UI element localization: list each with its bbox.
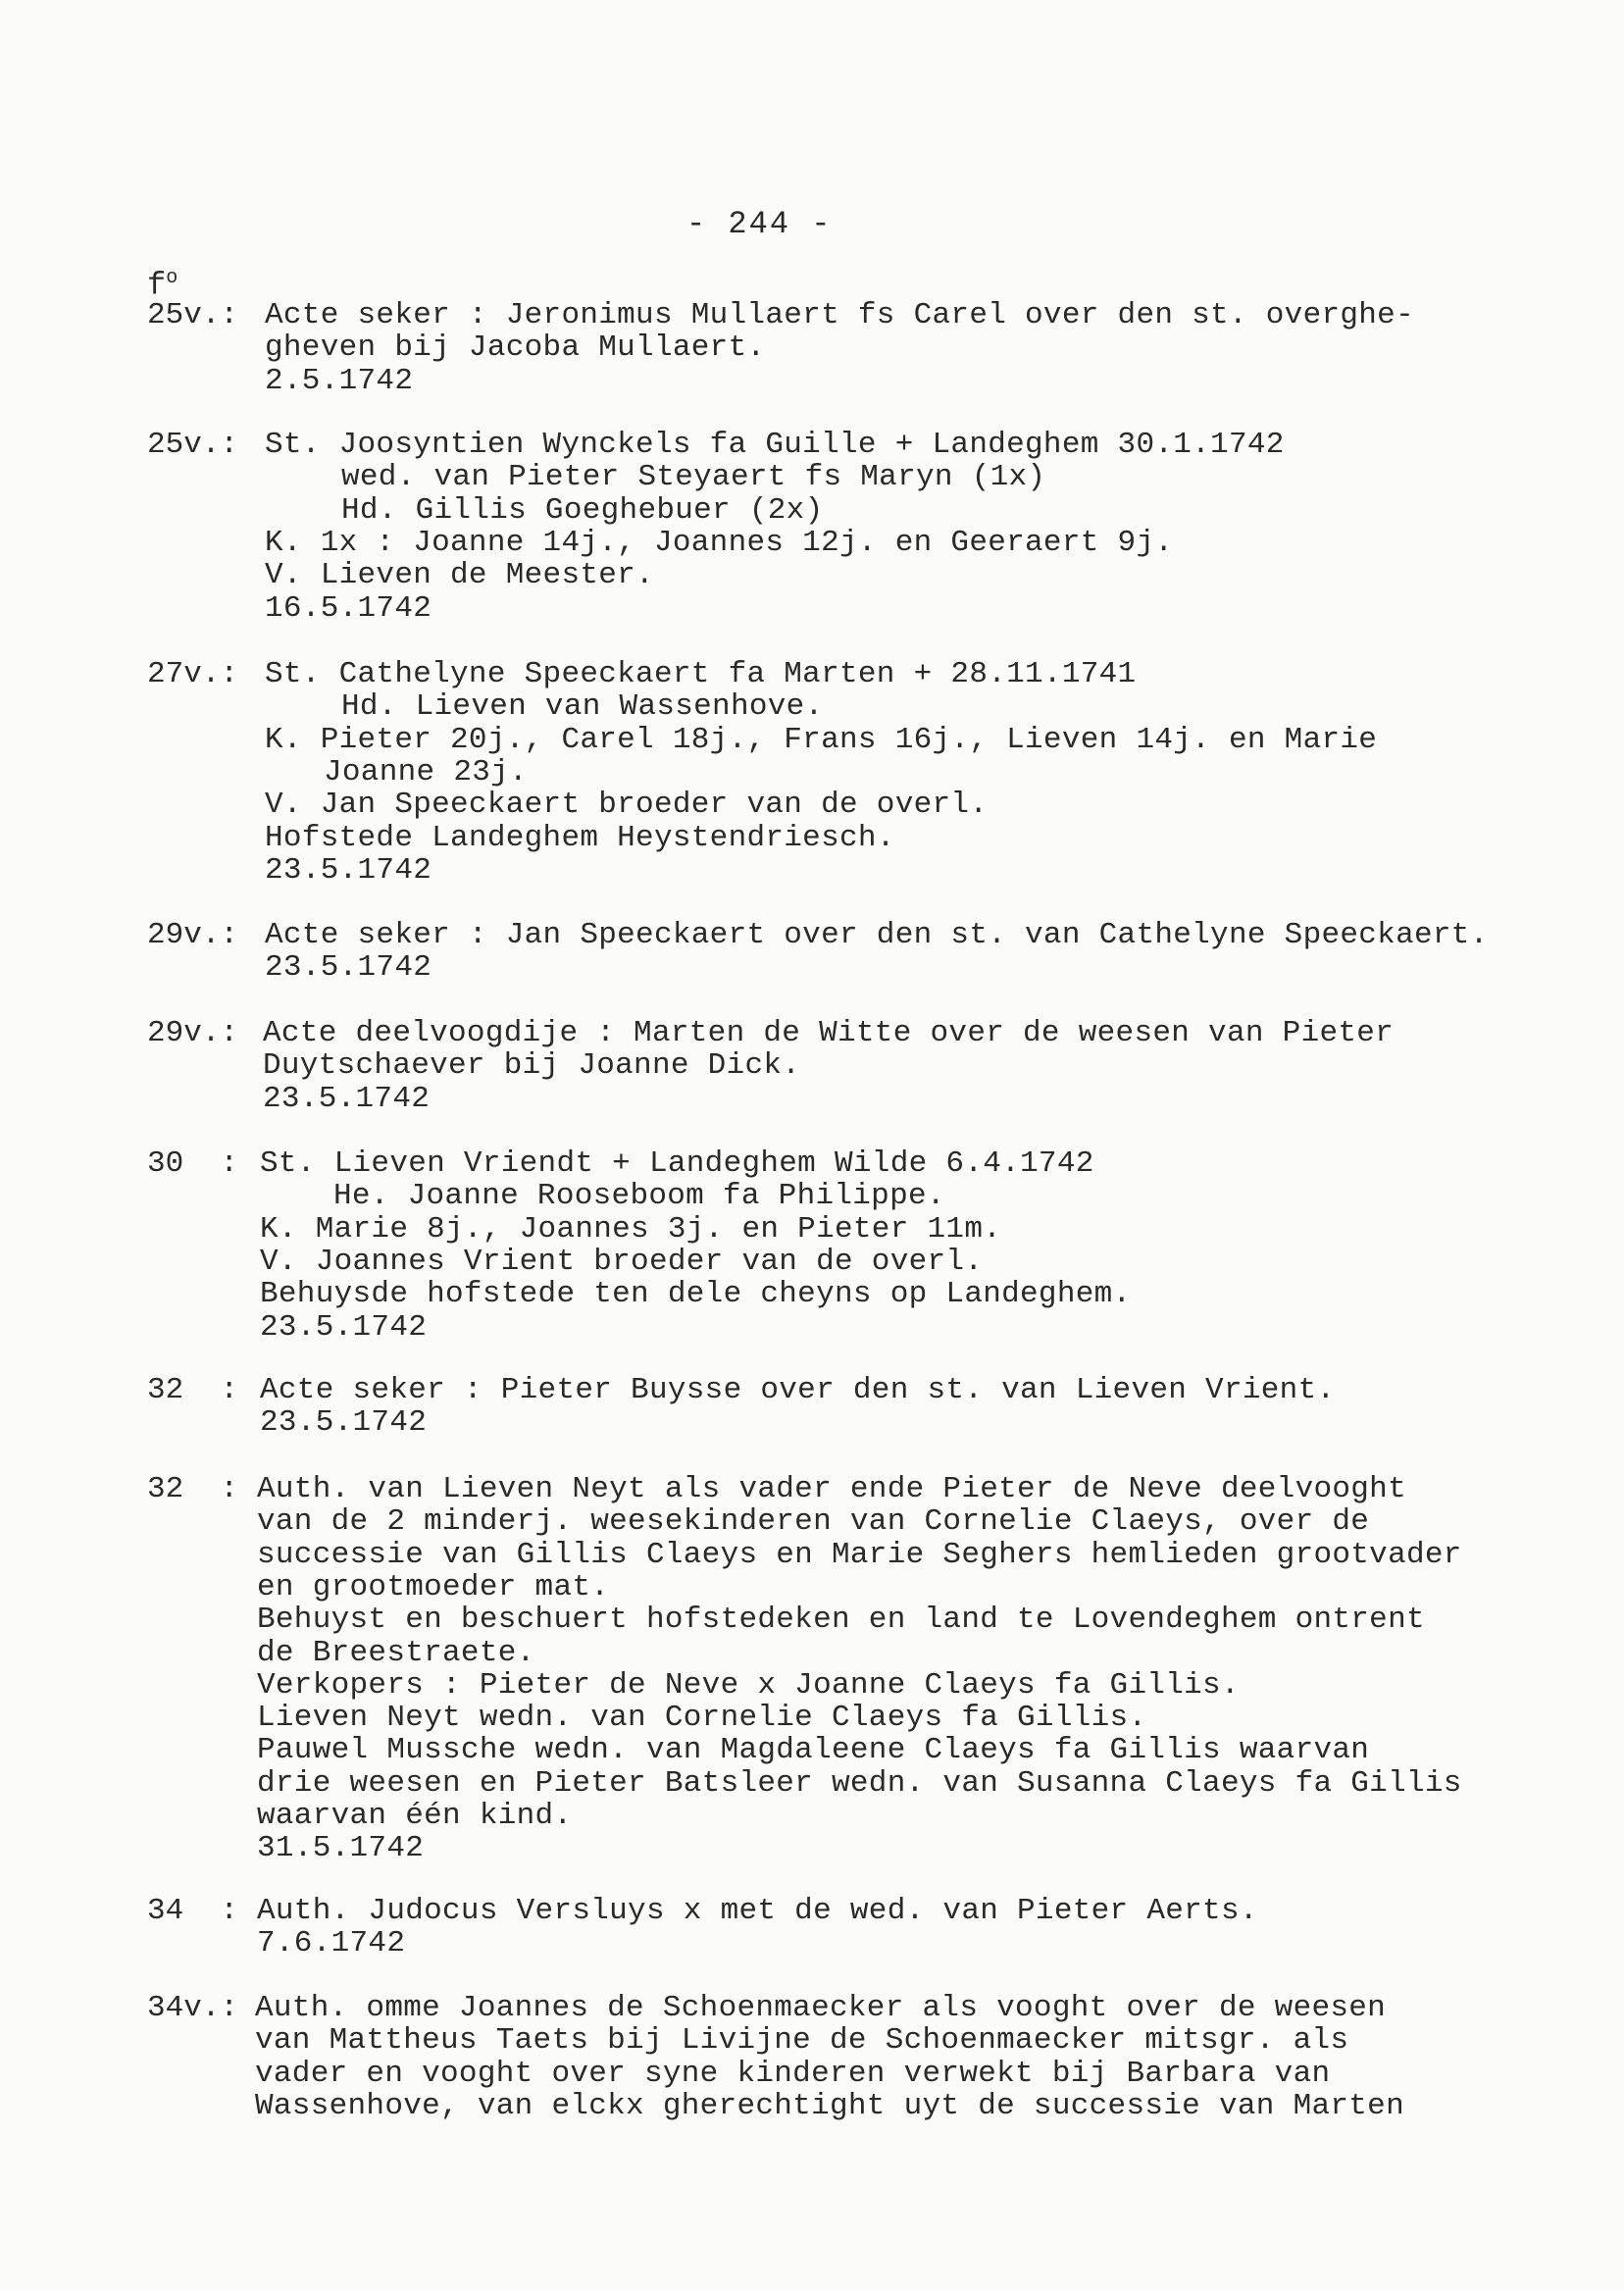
folio-reference: 30 : bbox=[147, 1146, 239, 1181]
folio-reference: 29v.: bbox=[147, 1016, 239, 1050]
entry-line: van Mattheus Taets bij Livijne de Schoenmaecker mitsgr. als bbox=[255, 2023, 1349, 2058]
entry-line: Behuysde hofstede ten dele cheyns op Landeghem. bbox=[260, 1277, 1132, 1311]
entry-line: en grootmoeder mat. bbox=[257, 1570, 610, 1604]
entry-line: wed. van Pieter Steyaert fs Maryn (1x) bbox=[341, 460, 1046, 494]
entry-line: Hd. Lieven van Wassenhove. bbox=[341, 689, 824, 724]
entry-line: St. Joosyntien Wynckels fa Guille + Landeghem 30.1.1742 bbox=[265, 428, 1285, 462]
entry-line: Acte seker : Jan Speeckaert over den st. van Cathelyne Speeckaert. bbox=[265, 918, 1489, 952]
entry-line: 23.5.1742 bbox=[265, 853, 432, 888]
entry-line: waarvan één kind. bbox=[257, 1799, 573, 1833]
folio-reference: 29v.: bbox=[147, 918, 239, 952]
entry-line: Lieven Neyt wedn. van Cornelie Claeys fa Gillis. bbox=[257, 1701, 1147, 1735]
entry-line: Auth. omme Joannes de Schoenmaecker als vooght over de weesen bbox=[255, 1991, 1387, 2025]
entry-line: Acte seker : Jeronimus Mullaert fs Carel over den st. overghe- bbox=[265, 298, 1414, 332]
folio-mark-sup: o bbox=[166, 267, 178, 289]
entry-line: Acte deelvoogdije : Marten de Witte over de weesen van Pieter bbox=[263, 1016, 1395, 1050]
entry-line: 23.5.1742 bbox=[263, 1082, 431, 1116]
entry-line: Hd. Gillis Goeghebuer (2x) bbox=[341, 493, 824, 528]
entry-line: 23.5.1742 bbox=[260, 1310, 428, 1345]
folio-reference: 25v.: bbox=[147, 298, 239, 332]
entry-line: Joanne 23j. bbox=[324, 755, 528, 789]
entry-line: 23.5.1742 bbox=[260, 1405, 428, 1440]
folio-reference: 27v.: bbox=[147, 657, 239, 691]
entry-line: Pauwel Mussche wedn. van Magdaleene Claeys fa Gillis waarvan bbox=[257, 1733, 1370, 1767]
entry-line: K. Marie 8j., Joannes 3j. en Pieter 11m. bbox=[260, 1212, 1002, 1247]
entry-line: Verkopers : Pieter de Neve x Joanne Claeys fa Gillis. bbox=[257, 1668, 1240, 1703]
entry-line: drie weesen en Pieter Batsleer wedn. van Susanna Claeys fa Gillis bbox=[257, 1766, 1462, 1801]
entry-line: de Breestraete. bbox=[257, 1636, 535, 1670]
entry-line: St. Cathelyne Speeckaert fa Marten + 28.11.1741 bbox=[265, 657, 1137, 691]
entry-line: K. Pieter 20j., Carel 18j., Frans 16j., Lieven 14j. en Marie bbox=[265, 723, 1378, 757]
entry-line: V. Lieven de Meester. bbox=[265, 558, 654, 592]
folio-reference: 34 : bbox=[147, 1894, 239, 1928]
entry-line: Behuyst en beschuert hofstedeken en land te Lovendeghem ontrent bbox=[257, 1603, 1425, 1637]
entry-line: K. 1x : Joanne 14j., Joannes 12j. en Geeraert 9j. bbox=[265, 526, 1174, 560]
entry-line: St. Lieven Vriendt + Landeghem Wilde 6.4.1742 bbox=[260, 1146, 1094, 1181]
entry-line: He. Joanne Rooseboom fa Philippe. bbox=[333, 1179, 945, 1213]
folio-reference: 32 : bbox=[147, 1472, 239, 1506]
folio-reference: 25v.: bbox=[147, 428, 239, 462]
entry-line: V. Jan Speeckaert broeder van de overl. bbox=[265, 788, 989, 822]
entry-line: Auth. van Lieven Neyt als vader ende Pieter de Neve deelvooght bbox=[257, 1472, 1406, 1506]
page-number: - 244 - bbox=[686, 206, 833, 242]
folio-reference: 34v.: bbox=[147, 1991, 239, 2025]
entry-line: Wassenhove, van elckx gherechtight uyt de successie van Marten bbox=[255, 2089, 1404, 2123]
entry-line: 16.5.1742 bbox=[265, 591, 432, 626]
entry-line: 31.5.1742 bbox=[257, 1831, 425, 1865]
entry-line: van de 2 minderj. weesekinderen van Cornelie Claeys, over de bbox=[257, 1504, 1370, 1539]
entry-line: 7.6.1742 bbox=[257, 1926, 406, 1960]
entry-line: Duytschaever bij Joanne Dick. bbox=[263, 1048, 801, 1083]
entry-line: successie van Gillis Claeys en Marie Seghers hemlieden grootvader bbox=[257, 1538, 1462, 1572]
entry-line: gheven bij Jacoba Mullaert. bbox=[265, 331, 766, 365]
folio-mark-letter: f bbox=[147, 267, 167, 304]
entry-line: Acte seker : Pieter Buysse over den st. van Lieven Vrient. bbox=[260, 1373, 1336, 1407]
entry-line: 23.5.1742 bbox=[265, 950, 432, 985]
entry-line: vader en vooght over syne kinderen verwekt bij Barbara van bbox=[255, 2057, 1331, 2091]
entry-line: V. Joannes Vrient broeder van de overl. bbox=[260, 1245, 984, 1279]
entry-line: 2.5.1742 bbox=[265, 364, 414, 398]
folio-reference: 32 : bbox=[147, 1373, 239, 1407]
entry-line: Hofstede Landeghem Heystendriesch. bbox=[265, 821, 895, 855]
entry-line: Auth. Judocus Versluys x met de wed. van Pieter Aerts. bbox=[257, 1894, 1258, 1928]
